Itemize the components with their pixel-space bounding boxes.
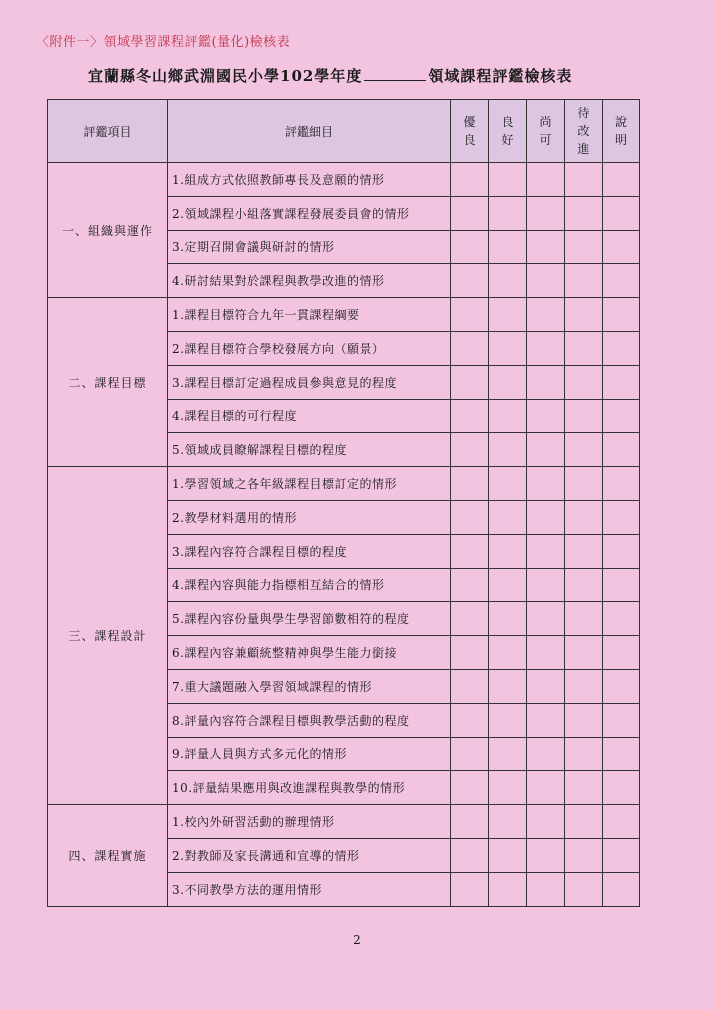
remarks-cell[interactable] [603,838,640,872]
criterion-cell: 2.教學材料選用的情形 [168,500,451,534]
rating-excellent-cell[interactable] [451,669,489,703]
criterion-cell: 4.研討結果對於課程與教學改進的情形 [168,264,451,298]
criterion-cell: 1.課程目標符合九年一貫課程綱要 [168,298,451,332]
rating-good-cell[interactable] [489,500,527,534]
remarks-cell[interactable] [603,264,640,298]
rating-needs-improvement-cell[interactable] [565,771,603,805]
header-remarks: 說 明 [603,100,640,163]
rating-needs-improvement-cell[interactable] [565,534,603,568]
remarks-cell[interactable] [603,196,640,230]
rating-excellent-cell[interactable] [451,264,489,298]
rating-good-cell[interactable] [489,399,527,433]
attachment-label: 〈附件一〉領域學習課程評鑑(量化)檢核表 [36,35,291,50]
criterion-cell: 1.校內外研習活動的辦理情形 [168,805,451,839]
rating-needs-improvement-cell[interactable] [565,568,603,602]
remarks-cell[interactable] [603,298,640,332]
title-blank-line [364,68,426,81]
rating-good-cell[interactable] [489,568,527,602]
rating-needs-improvement-cell[interactable] [565,230,603,264]
rating-excellent-cell[interactable] [451,399,489,433]
rating-fair-cell[interactable] [527,163,565,197]
title-suffix: 領域課程評鑑檢核表 [428,67,573,85]
remarks-cell[interactable] [603,163,640,197]
category-cell: 一、組織與運作 [48,163,168,298]
rating-fair-cell[interactable] [527,534,565,568]
rating-excellent-cell[interactable] [451,500,489,534]
criterion-cell: 2.對教師及家長溝通和宣導的情形 [168,838,451,872]
rating-needs-improvement-cell[interactable] [565,669,603,703]
remarks-cell[interactable] [603,602,640,636]
criterion-cell: 4.課程內容與能力指標相互結合的情形 [168,568,451,602]
rating-good-cell[interactable] [489,433,527,467]
remarks-cell[interactable] [603,805,640,839]
criterion-cell: 2.課程目標符合學校發展方向（願景） [168,331,451,365]
remarks-cell[interactable] [603,500,640,534]
rating-good-cell[interactable] [489,365,527,399]
header-row [48,100,640,163]
remarks-cell[interactable] [603,737,640,771]
rating-good-cell[interactable] [489,669,527,703]
rating-fair-cell[interactable] [527,230,565,264]
rating-excellent-cell[interactable] [451,163,489,197]
criterion-cell: 9.評量人員與方式多元化的情形 [168,737,451,771]
rating-fair-cell[interactable] [527,805,565,839]
rating-needs-improvement-cell[interactable] [565,737,603,771]
rating-good-cell[interactable] [489,467,527,501]
rating-needs-improvement-cell[interactable] [565,196,603,230]
remarks-cell[interactable] [603,534,640,568]
page-number: 2 [353,933,361,947]
rating-excellent-cell[interactable] [451,433,489,467]
rating-fair-cell[interactable] [527,264,565,298]
table-row [48,467,640,501]
criterion-cell: 1.組成方式依照教師專長及意願的情形 [168,163,451,197]
rating-fair-cell[interactable] [527,331,565,365]
rating-excellent-cell[interactable] [451,771,489,805]
rating-excellent-cell[interactable] [451,230,489,264]
rating-excellent-cell[interactable] [451,331,489,365]
criterion-cell: 6.課程內容兼顧統整精神與學生能力銜接 [168,636,451,670]
rating-good-cell[interactable] [489,805,527,839]
criterion-cell: 2.領域課程小組落實課程發展委員會的情形 [168,196,451,230]
rating-fair-cell[interactable] [527,298,565,332]
criterion-cell: 1.學習領域之各年級課程目標訂定的情形 [168,467,451,501]
rating-fair-cell[interactable] [527,196,565,230]
table-row [48,298,640,332]
remarks-cell[interactable] [603,872,640,906]
rating-good-cell[interactable] [489,703,527,737]
rating-needs-improvement-cell[interactable] [565,365,603,399]
title-prefix: 宜蘭縣冬山鄉武淵國民小學102學年度 [88,67,363,85]
rating-needs-improvement-cell[interactable] [565,703,603,737]
rating-good-cell[interactable] [489,230,527,264]
rating-fair-cell[interactable] [527,669,565,703]
rating-needs-improvement-cell[interactable] [565,805,603,839]
rating-good-cell[interactable] [489,534,527,568]
criterion-cell: 3.定期召開會議與研討的情形 [168,230,451,264]
rating-excellent-cell[interactable] [451,838,489,872]
rating-good-cell[interactable] [489,264,527,298]
rating-good-cell[interactable] [489,771,527,805]
category-cell: 三、課程設計 [48,467,168,805]
rating-good-cell[interactable] [489,331,527,365]
rating-needs-improvement-cell[interactable] [565,264,603,298]
table-row [48,805,640,839]
rating-needs-improvement-cell[interactable] [565,838,603,872]
remarks-cell[interactable] [603,771,640,805]
rating-fair-cell[interactable] [527,399,565,433]
header-rating-excellent: 優 良 [451,100,489,163]
rating-good-cell[interactable] [489,838,527,872]
rating-good-cell[interactable] [489,298,527,332]
rating-excellent-cell[interactable] [451,196,489,230]
rating-fair-cell[interactable] [527,771,565,805]
rating-fair-cell[interactable] [527,467,565,501]
rating-fair-cell[interactable] [527,365,565,399]
table-body [48,163,640,907]
rating-fair-cell[interactable] [527,636,565,670]
table-row [48,163,640,197]
remarks-cell[interactable] [603,399,640,433]
rating-good-cell[interactable] [489,602,527,636]
rating-needs-improvement-cell[interactable] [565,433,603,467]
header-rating-fair: 尚 可 [527,100,565,163]
criterion-cell: 4.課程目標的可行程度 [168,399,451,433]
rating-good-cell[interactable] [489,196,527,230]
remarks-cell[interactable] [603,230,640,264]
rating-needs-improvement-cell[interactable] [565,872,603,906]
criterion-cell: 7.重大議題融入學習領域課程的情形 [168,669,451,703]
rating-needs-improvement-cell[interactable] [565,602,603,636]
header-detail: 評鑑細目 [168,100,451,163]
criterion-cell: 3.課程目標訂定過程成員參與意見的程度 [168,365,451,399]
category-cell: 二、課程目標 [48,298,168,467]
rating-fair-cell[interactable] [527,703,565,737]
rating-excellent-cell[interactable] [451,703,489,737]
category-cell: 四、課程實施 [48,805,168,906]
rating-fair-cell[interactable] [527,737,565,771]
rating-needs-improvement-cell[interactable] [565,500,603,534]
remarks-cell[interactable] [603,433,640,467]
rating-excellent-cell[interactable] [451,737,489,771]
criterion-cell: 8.評量內容符合課程目標與教學活動的程度 [168,703,451,737]
rating-good-cell[interactable] [489,163,527,197]
remarks-cell[interactable] [603,703,640,737]
rating-good-cell[interactable] [489,872,527,906]
rating-needs-improvement-cell[interactable] [565,636,603,670]
criterion-cell: 5.領域成員瞭解課程目標的程度 [168,433,451,467]
rating-needs-improvement-cell[interactable] [565,163,603,197]
remarks-cell[interactable] [603,568,640,602]
rating-excellent-cell[interactable] [451,568,489,602]
rating-excellent-cell[interactable] [451,805,489,839]
rating-excellent-cell[interactable] [451,872,489,906]
rating-needs-improvement-cell[interactable] [565,331,603,365]
rating-fair-cell[interactable] [527,568,565,602]
remarks-cell[interactable] [603,467,640,501]
rating-fair-cell[interactable] [527,872,565,906]
criterion-cell: 10.評量結果應用與改進課程與教學的情形 [168,771,451,805]
header-category: 評鑑項目 [48,100,168,163]
rating-excellent-cell[interactable] [451,467,489,501]
rating-fair-cell[interactable] [527,838,565,872]
remarks-cell[interactable] [603,636,640,670]
remarks-cell[interactable] [603,365,640,399]
rating-excellent-cell[interactable] [451,298,489,332]
criterion-cell: 3.課程內容符合課程目標的程度 [168,534,451,568]
rating-excellent-cell[interactable] [451,602,489,636]
rating-fair-cell[interactable] [527,602,565,636]
rating-excellent-cell[interactable] [451,534,489,568]
criterion-cell: 5.課程內容份量與學生學習節數相符的程度 [168,602,451,636]
rating-needs-improvement-cell[interactable] [565,298,603,332]
remarks-cell[interactable] [603,669,640,703]
rating-fair-cell[interactable] [527,433,565,467]
rating-excellent-cell[interactable] [451,636,489,670]
header-rating-needs-improvement: 待 改 進 [565,100,603,163]
rating-fair-cell[interactable] [527,500,565,534]
rating-good-cell[interactable] [489,737,527,771]
header-rating-good: 良 好 [489,100,527,163]
rating-needs-improvement-cell[interactable] [565,467,603,501]
rating-good-cell[interactable] [489,636,527,670]
form-title [88,65,572,86]
criterion-cell: 3.不同教學方法的運用情形 [168,872,451,906]
rating-needs-improvement-cell[interactable] [565,399,603,433]
evaluation-table [47,99,640,907]
remarks-cell[interactable] [603,331,640,365]
rating-excellent-cell[interactable] [451,365,489,399]
